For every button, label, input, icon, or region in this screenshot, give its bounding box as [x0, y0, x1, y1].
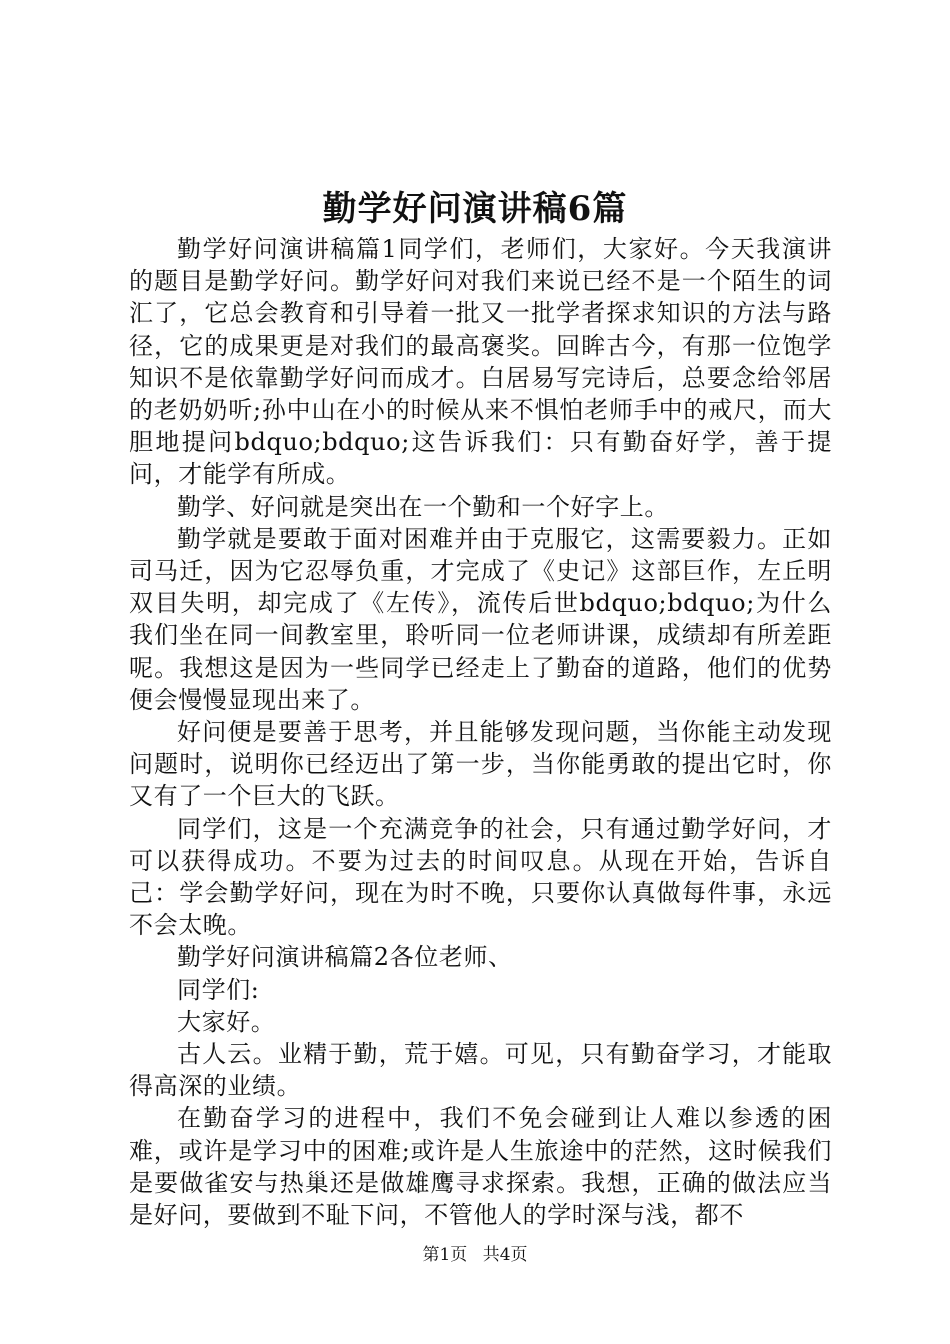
paragraph: 好问便是要善于思考，并且能够发现问题，当你能主动发现问题时，说明你已经迈出了第一步，当你能勇敢的提出它时，你又有了一个巨大的飞跃。: [129, 718, 832, 811]
page-number: 第1页: [422, 1245, 468, 1265]
paragraph: 勤学就是要敢于面对困难并由于克服它，这需要毅力。正如司马迁，因为它忍辱负重，才完成了《史记》这部巨作，左丘明双目失明，却完成了《左传》，流传后世bdquo;bdquo;为什么我们坐在同一间教室里，聆听同一位老师讲课，成绩却有所差距呢。我想这是因为一些同学已经走上了勤奋的道路，他们的优势便会慢慢显现出来了。: [129, 524, 832, 714]
paragraph: 在勤奋学习的进程中，我们不免会碰到让人难以参透的困难，或许是学习中的困难;或许是人生旅途中的茫然，这时候我们是要做雀安与热巢还是做雄鹰寻求探索。我想，正确的做法应当是好问，要做到不耻下问，不管他人的学时深与浅，都不: [129, 1104, 832, 1230]
document-body: [129, 233, 832, 1231]
paragraph: 勤学好问演讲稿篇1同学们，老师们，大家好。今天我演讲的题目是勤学好问。勤学好问对我们来说已经不是一个陌生的词汇了，它总会教育和引导着一批又一批学者探求知识的方法与路径，它的成果更是对我们的最高褒奖。回眸古今，有那一位饱学知识不是依靠勤学好问而成才。白居易写完诗后，总要念给邻居的老奶奶听;孙中山在小的时候从来不惧怕老师手中的戒尺，而大胆地提问bdquo;bdquo;这告诉我们：只有勤奋好学，善于提问，才能学有所成。: [129, 235, 832, 489]
paragraph: 大家好。: [177, 1007, 276, 1036]
paragraph: 同学们:: [177, 975, 260, 1004]
page-total: 共4页: [482, 1245, 528, 1265]
paragraph: 勤学好问演讲稿篇2各位老师、: [177, 943, 513, 972]
page-footer: [0, 1243, 950, 1267]
paragraph: 同学们，这是一个充满竞争的社会，只有通过勤学好问，才可以获得成功。不要为过去的时间叹息。从现在开始，告诉自己：学会勤学好问，现在为时不晚，只要你认真做每件事，永远不会太晚。: [129, 814, 832, 940]
document-title: 勤学好问演讲稿6篇: [322, 189, 628, 229]
paragraph: 古人云。业精于勤，荒于嬉。可见，只有勤奋学习，才能取得高深的业绩。: [129, 1040, 832, 1101]
paragraph: 勤学、好问就是突出在一个勤和一个好字上。: [177, 492, 669, 521]
